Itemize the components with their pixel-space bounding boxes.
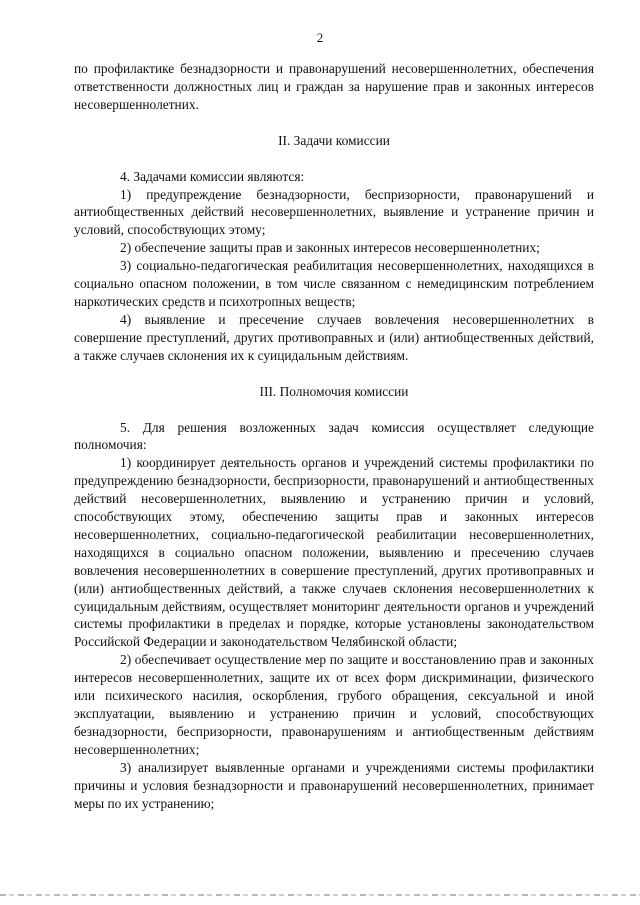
paragraph: 3) социально-педагогическая реабилитация несовершеннолетних, находящихся в социально опасном положении, в том числе связанном с немедицинским потреблением наркотических средств и психотропных веществ; xyxy=(74,258,594,309)
section-heading-tasks: II. Задачи комиссии xyxy=(278,132,390,148)
page-number: 2 xyxy=(316,30,324,45)
document-body xyxy=(74,60,594,812)
paragraph: 1) предупреждение безнадзорности, беспризорности, правонарушений и антиобщественных действий несовершеннолетних, выявление и устранение причин и условий, способствующих этому; xyxy=(74,186,594,238)
intro-paragraph: по профилактике безнадзорности и правонарушений несовершеннолетних, обеспечения ответственности должностных лиц и граждан за нарушение прав и законных интересов несовершеннолетних. xyxy=(74,61,594,112)
paragraph: 1) координирует деятельность органов и учреждений системы профилактики по предупреждению безнадзорности, беспризорности, правонарушений и антиобщественных действий несовершеннолетних, выявлению и устранению причин и условий, способствующих этому, обеспечению защиты прав и законных интересов несовершеннолетних, социально-педагогической реабилитации несовершеннолетних, находящихся в социально опасном положении, выявлению и пресечению случаев вовлечения несовершеннолетних в совершение преступлений, других противоправных и (или) антиобщественных действий, а также случаев склонения несовершеннолетних к суицидальным действиям, осуществляет мониторинг деятельности органов и учреждений системы профилактики в пределах и порядке, которые установлены законодательством Российской Федерации и законодательством Челябинской области; xyxy=(74,455,594,650)
scan-edge-line xyxy=(0,894,640,896)
paragraph: 5. Для решения возложенных задач комиссия осуществляет следующие полномочия: xyxy=(74,419,594,453)
paragraph: 4) выявление и пресечение случаев вовлечения несовершеннолетних в совершение преступлений, других противоправных и (или) антиобщественных действий, а также случаев склонения их к суицидальным действиям. xyxy=(74,311,594,363)
section-heading-powers: III. Полномочия комиссии xyxy=(259,383,409,399)
paragraph: 3) анализирует выявленные органами и учреждениями системы профилактики причины и условия безнадзорности и правонарушений несовершеннолетних, принимает меры по их устранению; xyxy=(74,759,594,811)
paragraph: 2) обеспечение защиты прав и законных интересов несовершеннолетних; xyxy=(120,240,540,256)
paragraph: 4. Задачами комиссии являются: xyxy=(120,168,305,184)
paragraph: 2) обеспечивает осуществление мер по защите и восстановлению прав и законных интересов несовершеннолетних, защите их от всех форм дискриминации, физического или психического насилия, оскорбления, грубого обращения, сексуальной и иной эксплуатации, выявлению и устранению причин и условий, способствующих безнадзорности, беспризорности, правонарушениям и антиобщественным действиям несовершеннолетних; xyxy=(74,652,594,757)
